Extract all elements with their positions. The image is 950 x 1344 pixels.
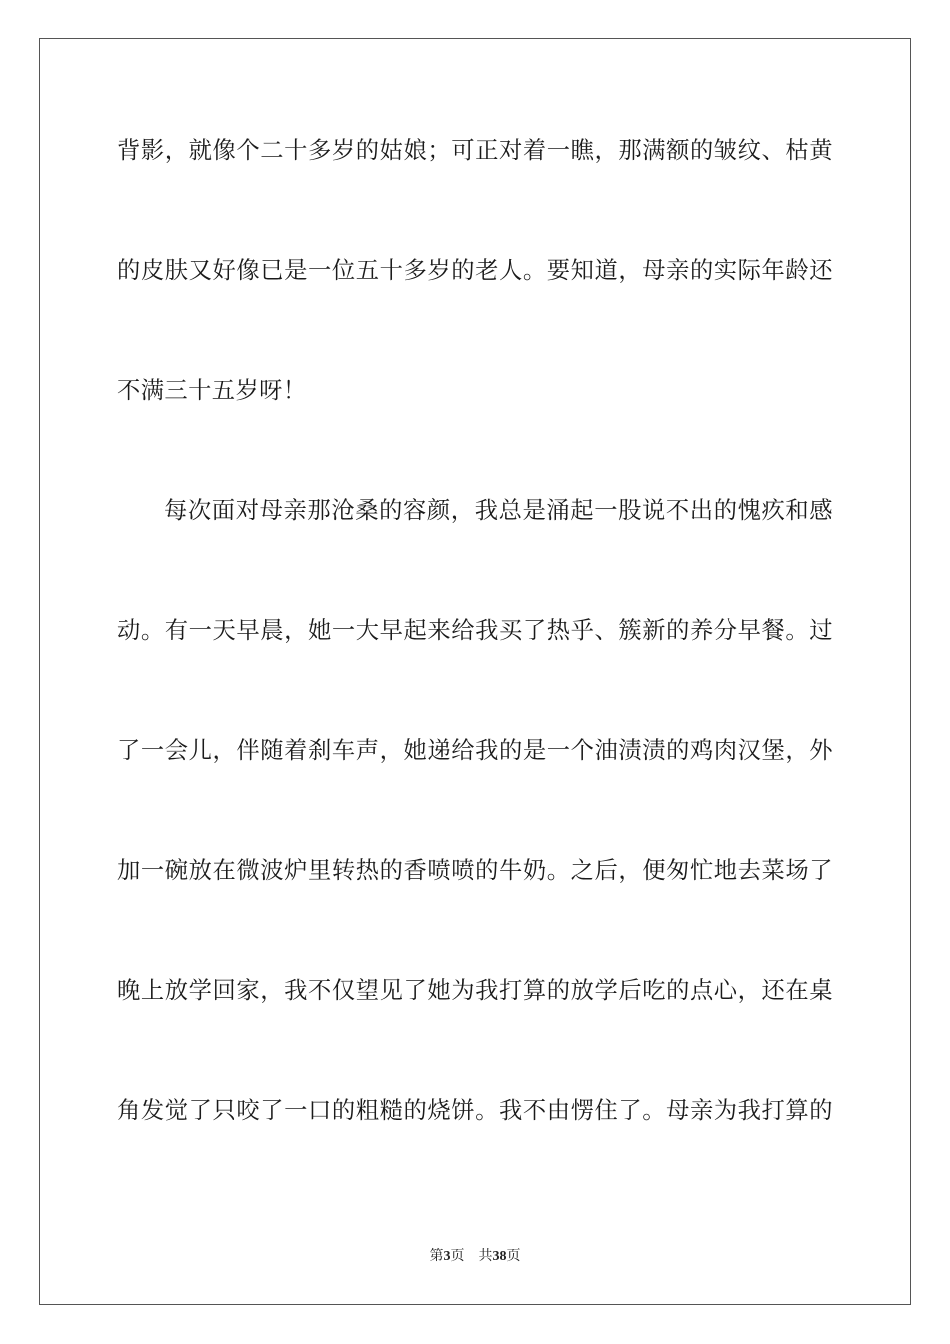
line-spacer [117,175,833,247]
line-spacer [117,775,833,847]
text-line: 的皮肤又好像已是一位五十多岁的老人。要知道，母亲的实际年龄还 [117,257,833,284]
text-line: 动。有一天早晨，她一大早起来给我买了热乎、簇新的养分早餐。过 [117,617,833,644]
total-prefix: 共 [478,1248,493,1264]
line-spacer [117,295,833,367]
total-pages: 38 [492,1249,507,1264]
total-suffix: 页 [506,1248,521,1264]
line-spacer [117,1015,833,1087]
text-line: 了一会儿，伴随着刹车声，她递给我的是一个油渍渍的鸡肉汉堡，外 [117,737,833,764]
line-spacer [117,415,833,487]
paragraph-first-line: 每次面对母亲那沧桑的容颜，我总是涌起一股说不出的愧疚和感 [164,497,833,524]
page-current: 3 [443,1249,451,1264]
text-line: 背影，就像个二十多岁的姑娘；可正对着一瞧，那满额的皱纹、枯黄 [117,137,833,164]
text-line: 晚上放学回家，我不仅望见了她为我打算的放学后吃的点心，还在桌 [117,977,833,1004]
line-spacer [117,895,833,967]
document-body [117,127,833,1135]
line-spacer [117,655,833,727]
page-footer [0,1245,950,1265]
text-line: 加一碗放在微波炉里转热的香喷喷的牛奶。之后，便匆忙地去菜场了 [117,857,833,884]
line-spacer [117,535,833,607]
page-suffix: 页 [450,1248,465,1264]
page-prefix: 第 [429,1248,444,1264]
text-line: 角发觉了只咬了一口的粗糙的烧饼。我不由愣住了。母亲为我打算的 [117,1097,833,1124]
text-line: 不满三十五岁呀！ [117,377,307,404]
